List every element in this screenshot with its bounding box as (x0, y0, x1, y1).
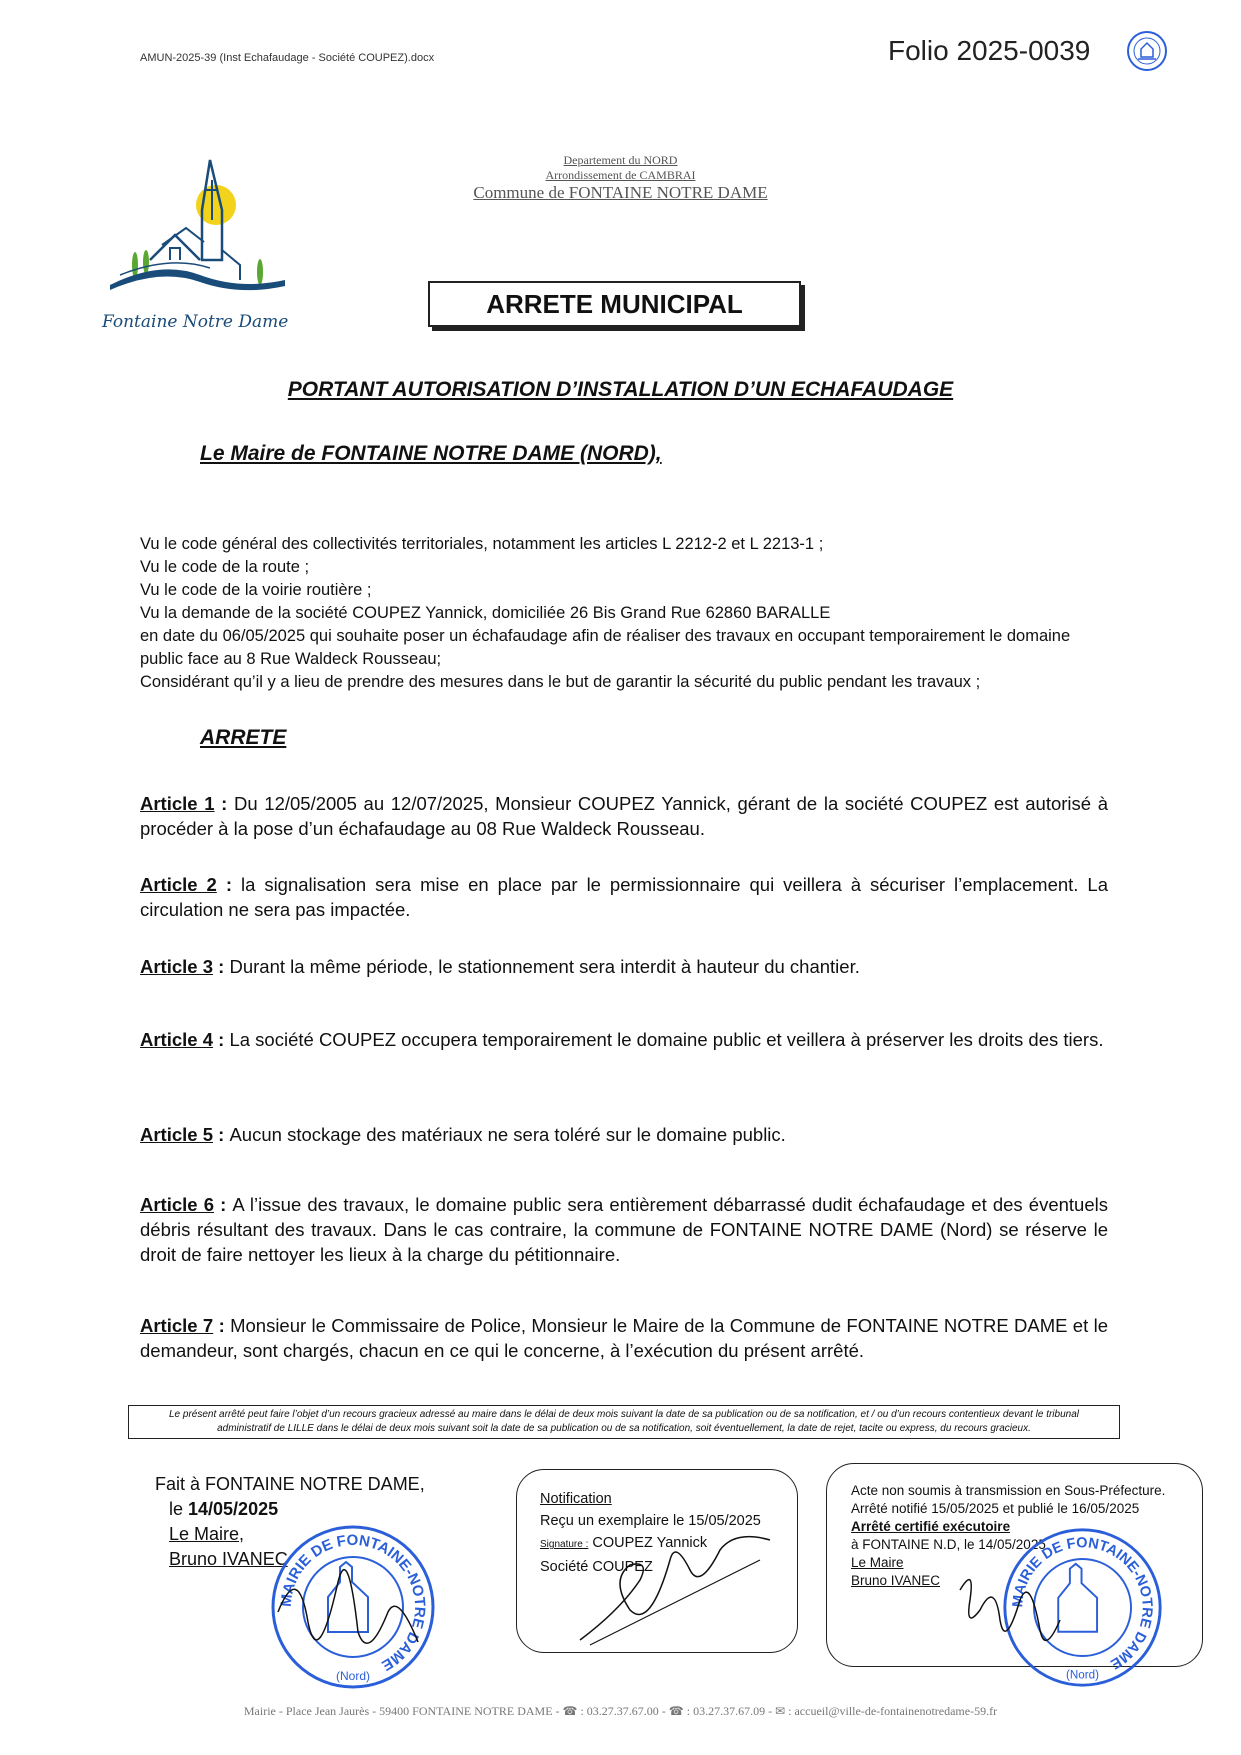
signature-label: Signature : (540, 1539, 589, 1550)
applicant-signature (560, 1520, 780, 1650)
notification-received: Reçu un exemplaire le 15/05/2025 (540, 1513, 761, 1529)
article-text: A l’issue des travaux, le domaine public sera entièrement débarrassé dudit échafaudage et des éventuels débris résultant des travaux. Dans le cas contraire, la commune de FONTAINE NOTRE DAME (Nord) se réserve le droit de faire nettoyer les lieux à la charge du pétitionnaire. (140, 1194, 1108, 1265)
article-label: Article 7 (140, 1315, 214, 1336)
article-7: Article 7 : Monsieur le Commissaire de Police, Monsieur le Maire de la Commune de FONTAINE NOTRE DAME et le demandeur, sont chargés, chacun en ce qui le concerne, à l’exécution du présent arrêté. (140, 1315, 1108, 1361)
article-6: Article 6 : A l’issue des travaux, le domaine public sera entièrement débarrassé dudit échafaudage et des éventuels débris résultant des travaux. Dans le cas contraire, la commune de FONTAINE NOTRE DAME (Nord) se réserve le droit de faire nettoyer les lieux à la charge du pétitionnaire. (140, 1194, 1108, 1265)
footer-contact: Mairie - Place Jean Jaurès - 59400 FONTAINE NOTRE DAME - ☎ : 03.27.37.67.00 - ☎ : 03.27.37.67.09 - ✉ : accueil@ville-de-fontainenotredame-59.fr (243, 1704, 998, 1718)
article-text: Durant la même période, le stationnement sera interdit à hauteur du chantier. (229, 956, 860, 977)
appeal-notice: Le présent arrêté peut faire l’objet d’un recours gracieux adressé au maire dans le délai de deux mois suivant la date de sa publication ou de sa notification, et / ou d’un recours contentieux devant le tribunal administratif de LILLE dans le délai de deux mois suivant soit la date de sa publication ou de sa notification, soit éventuellement, la date de rejet, tacite ou express, du recours gracieux. (128, 1405, 1120, 1439)
svg-text:(Nord): (Nord) (1066, 1668, 1099, 1682)
article-text: Monsieur le Commissaire de Police, Monsieur le Maire de la Commune de FONTAINE NOTRE DAME et le demandeur, sont chargés, chacun en ce qui le concerne, à l’exécution du présent arrêté. (140, 1315, 1108, 1361)
article-4: Article 4 : La société COUPEZ occupera temporairement le domaine public et veillera à préserver les droits des tiers. (140, 1029, 1104, 1050)
notification-publication-note: Arrêté notifié 15/05/2025 et publié le 16/05/2025 (851, 1501, 1140, 1516)
considerations (140, 533, 1120, 694)
consideration-line: Vu le code général des collectivités territoriales, notamment les articles L 2212-2 et L 2213-1 ; (140, 535, 824, 553)
consideration-line: Considérant qu’il y a lieu de prendre des mesures dans le but de garantir la sécurité du public pendant les travaux ; (140, 673, 981, 691)
notification-title: Notification (540, 1491, 612, 1507)
signature-block: Fait à FONTAINE NOTRE DAME, le 14/05/2025 Le Maire, Bruno IVANEC (155, 1472, 425, 1572)
signature-date: 14/05/2025 (188, 1499, 279, 1519)
mayor-heading: Le Maire de FONTAINE NOTRE DAME (NORD), (200, 442, 662, 465)
article-label: Article 2 (140, 874, 217, 895)
consideration-line: public face au 8 Rue Waldeck Rousseau; (140, 650, 442, 668)
executory-role: Le Maire (851, 1555, 904, 1570)
signature-role: Le Maire, (169, 1524, 245, 1544)
consideration-line: Vu le code de la voirie routière ; (140, 581, 372, 599)
executory-date: à FONTAINE N.D, le 14/05/2025 (851, 1537, 1046, 1552)
article-1: Article 1 : Du 12/05/2005 au 12/07/2025, Monsieur COUPEZ Yannick, gérant de la société COUPEZ est autorisé à procéder à la pose d’un échafaudage au 08 Rue Waldeck Rousseau. (140, 793, 1108, 839)
article-text: Aucun stockage des matériaux ne sera toléré sur le domaine public. (229, 1124, 786, 1145)
arrondissement-line: Arrondissement de CAMBRAI (545, 168, 696, 182)
signature-place: Fait à FONTAINE NOTRE DAME, (155, 1474, 425, 1494)
article-text: la signalisation sera mise en place par le permissionnaire qui veillera à sécuriser l’emplacement. La circulation ne sera pas impactée. (140, 874, 1108, 920)
executory-certification: Arrêté certifié exécutoire (851, 1519, 1011, 1534)
mairie-stamp (268, 1522, 438, 1692)
commune-line: Commune de FONTAINE NOTRE DAME (473, 183, 768, 202)
svg-text:MAIRIE DE FONTAINE-NOTRE DAME: MAIRIE DE FONTAINE-NOTRE DAME (1010, 1535, 1155, 1672)
article-text: Du 12/05/2005 au 12/07/2025, Monsieur COUPEZ Yannick, gérant de la société COUPEZ est autorisé à procéder à la pose d’un échafaudage au 08 Rue Waldeck Rousseau. (140, 793, 1108, 839)
article-2: Article 2 : la signalisation sera mise en place par le permissionnaire qui veillera à sécuriser l’emplacement. La circulation ne sera pas impactée. (140, 874, 1108, 920)
administration-heading (0, 153, 1241, 203)
logo-caption: Fontaine Notre Dame (102, 312, 289, 332)
document-title: ARRETE MUNICIPAL (428, 281, 801, 327)
consideration-line: Vu le code de la route ; (140, 558, 310, 576)
folio-seal-icon (1126, 30, 1168, 72)
svg-text:MAIRIE DE FONTAINE-NOTRE DAME: MAIRIE DE FONTAINE-NOTRE DAME (277, 1531, 429, 1674)
article-text: La société COUPEZ occupera temporairement le domaine public et veillera à préserver les droits des tiers. (229, 1029, 1104, 1050)
notification-signatory: COUPEZ Yannick (592, 1535, 708, 1551)
article-label: Article 5 (140, 1124, 214, 1145)
consideration-line: Vu la demande de la société COUPEZ Yannick, domiciliée 26 Bis Grand Rue 62860 BARALLE (140, 604, 831, 622)
notification-company: Société COUPEZ (540, 1559, 653, 1575)
svg-text:(Nord): (Nord) (335, 1669, 371, 1683)
article-5: Article 5 : Aucun stockage des matériaux ne sera toléré sur le domaine public. (140, 1124, 786, 1145)
document-reference: AMUN-2025-39 (Inst Echafaudage - Société COUPEZ).docx (140, 52, 435, 64)
arrete-heading: ARRETE (200, 726, 287, 749)
folio-number: Folio 2025-0039 (888, 35, 1091, 66)
executory-name: Bruno IVANEC (851, 1573, 941, 1588)
article-label: Article 1 (140, 793, 215, 814)
transmission-note: Acte non soumis à transmission en Sous-Préfecture. (851, 1483, 1166, 1498)
department-line: Departement du NORD (563, 153, 678, 167)
consideration-line: en date du 06/05/2025 qui souhaite poser un échafaudage afin de réaliser des travaux en occupant temporairement le domaine (140, 627, 1071, 645)
article-label: Article 6 (140, 1194, 214, 1215)
article-label: Article 3 (140, 956, 214, 977)
signature-name: Bruno IVANEC (169, 1549, 288, 1569)
mayor-signature (950, 1560, 1070, 1670)
document-subtitle: PORTANT AUTORISATION D’INSTALLATION D’UN ECHAFAUDAGE (287, 378, 954, 401)
article-label: Article 4 (140, 1029, 214, 1050)
article-3: Article 3 : Durant la même période, le stationnement sera interdit à hauteur du chantier. (140, 956, 860, 977)
